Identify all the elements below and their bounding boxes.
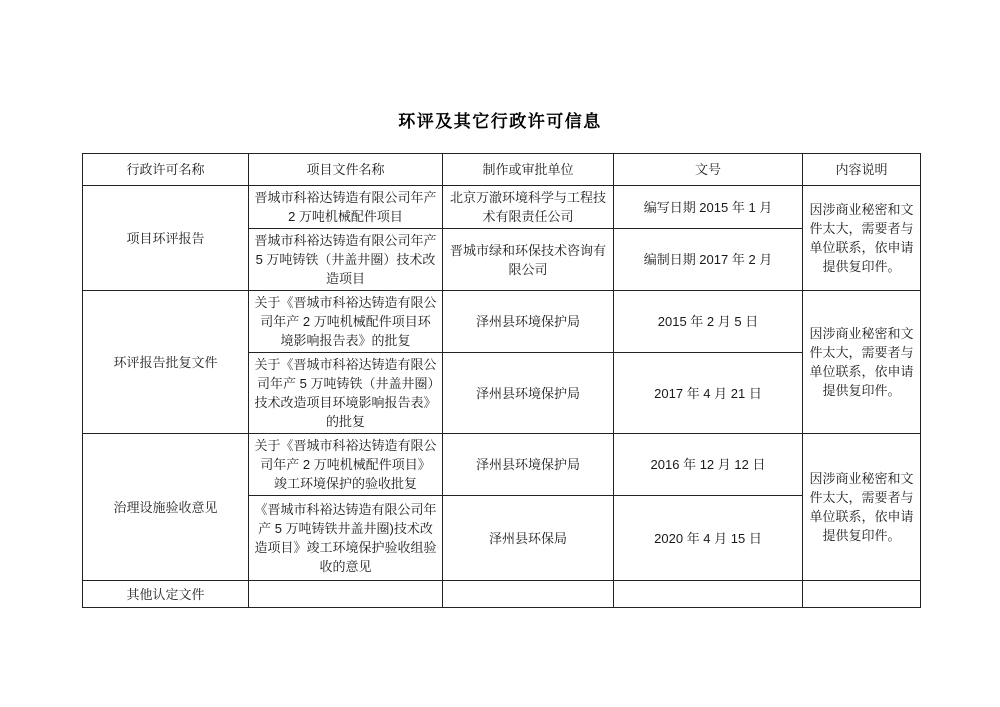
table-row	[83, 581, 921, 608]
cell-issuing-unit: 晋城市绿和环保技术咨询有限公司	[443, 229, 614, 291]
col-header-doc-number: 文号	[614, 154, 803, 186]
cell-issuing-unit: 北京万澈环境科学与工程技术有限责任公司	[443, 186, 614, 229]
cell-note: 因涉商业秘密和文件太大，需要者与单位联系，依申请提供复印件。	[803, 186, 921, 291]
table-row	[83, 434, 921, 496]
page-title: 环评及其它行政许可信息	[398, 112, 602, 131]
cell-document-name: 《晋城市科裕达铸造有限公司年产 5 万吨铸铁井盖井圈)技术改造项目》竣工环境保护验收组验收的意见	[249, 496, 443, 581]
col-header-permit-name: 行政许可名称	[83, 154, 249, 186]
cell-issuing-unit: 泽州县环境保护局	[443, 291, 614, 353]
cell-permit-name: 治理设施验收意见	[83, 434, 249, 581]
cell-document-name: 关于《晋城市科裕达铸造有限公司年产 2 万吨机械配件项目》竣工环境保护的验收批复	[249, 434, 443, 496]
cell-document-name: 关于《晋城市科裕达铸造有限公司年产 5 万吨铸铁（井盖井圈）技术改造项目环境影响报告表》的批复	[249, 353, 443, 434]
cell-note: 因涉商业秘密和文件太大，需要者与单位联系，依申请提供复印件。	[803, 291, 921, 434]
table-row	[83, 291, 921, 353]
col-header-document-name: 项目文件名称	[249, 154, 443, 186]
cell-document-name: 关于《晋城市科裕达铸造有限公司年产 2 万吨机械配件项目环境影响报告表》的批复	[249, 291, 443, 353]
cell-issuing-unit: 泽州县环境保护局	[443, 353, 614, 434]
cell-doc-number: 2015 年 2 月 5 日	[614, 291, 803, 353]
cell-issuing-unit: 泽州县环境保护局	[443, 434, 614, 496]
cell-doc-number: 2016 年 12 月 12 日	[614, 434, 803, 496]
cell-doc-number	[614, 581, 803, 608]
cell-permit-name: 其他认定文件	[83, 581, 249, 608]
cell-doc-number: 2020 年 4 月 15 日	[614, 496, 803, 581]
table-header-row	[83, 154, 921, 186]
cell-document-name: 晋城市科裕达铸造有限公司年产 5 万吨铸铁（井盖井圈）技术改造项目	[249, 229, 443, 291]
cell-doc-number: 编写日期 2015 年 1 月	[614, 186, 803, 229]
cell-document-name	[249, 581, 443, 608]
col-header-note: 内容说明	[803, 154, 921, 186]
cell-issuing-unit	[443, 581, 614, 608]
cell-permit-name: 环评报告批复文件	[83, 291, 249, 434]
cell-note	[803, 581, 921, 608]
permit-info-table	[82, 153, 921, 608]
table-row	[83, 186, 921, 229]
col-header-issuing-unit: 制作或审批单位	[443, 154, 614, 186]
cell-permit-name: 项目环评报告	[83, 186, 249, 291]
cell-issuing-unit: 泽州县环保局	[443, 496, 614, 581]
cell-note: 因涉商业秘密和文件太大，需要者与单位联系，依申请提供复印件。	[803, 434, 921, 581]
cell-doc-number: 编制日期 2017 年 2 月	[614, 229, 803, 291]
cell-document-name: 晋城市科裕达铸造有限公司年产 2 万吨机械配件项目	[249, 186, 443, 229]
cell-doc-number: 2017 年 4 月 21 日	[614, 353, 803, 434]
